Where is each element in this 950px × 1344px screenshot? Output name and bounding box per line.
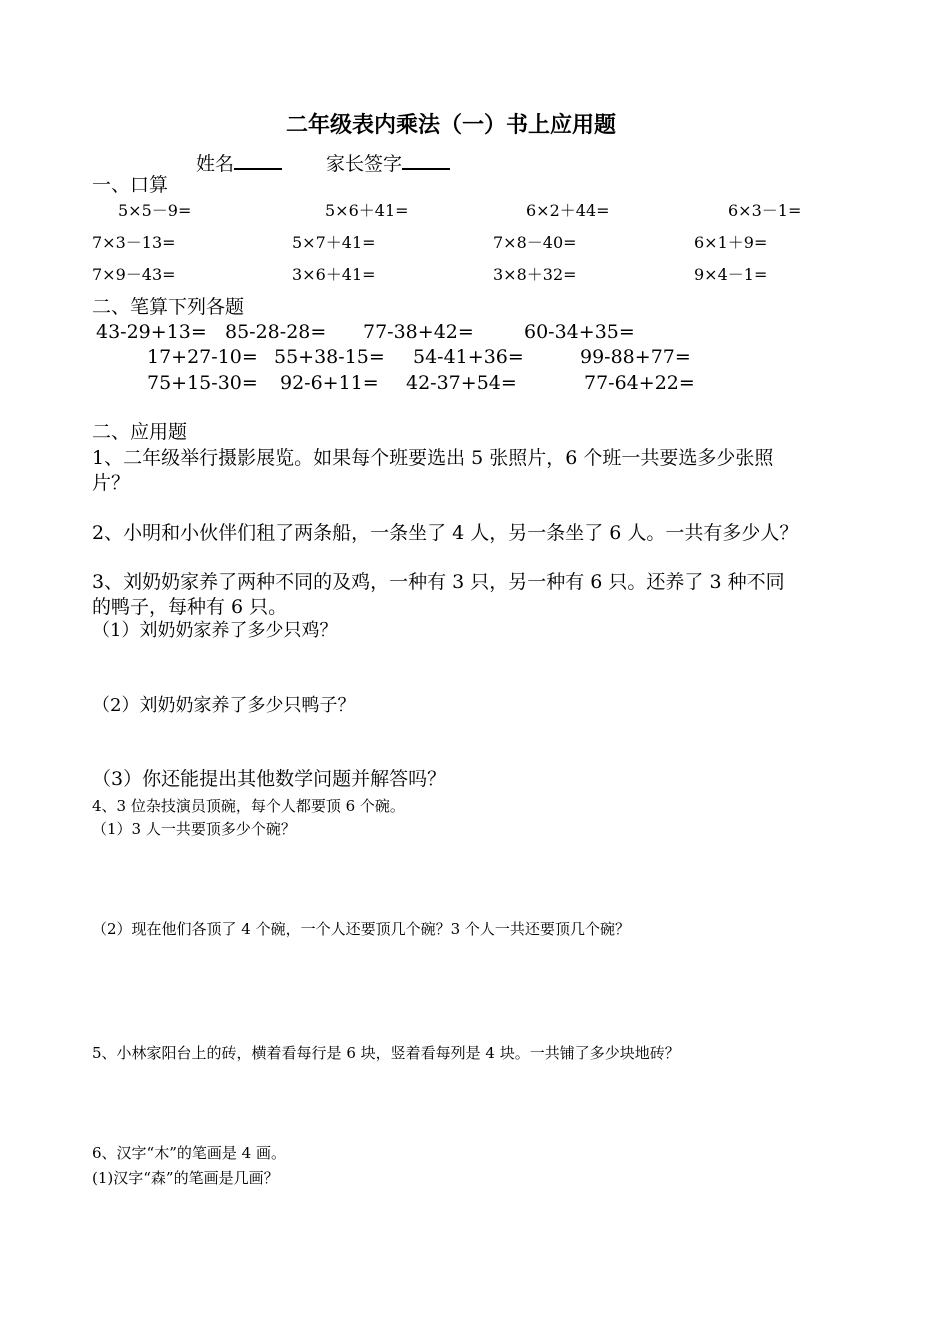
written-problem: 54-41+36=: [413, 346, 524, 368]
written-problem: 92-6+11=: [280, 372, 379, 394]
question-3-continued: 的鸭子，每种有 6 只。: [92, 596, 288, 618]
written-problem: 42-37+54=: [406, 372, 517, 394]
question-3-part-3: （3）你还能提出其他数学问题并解答吗？: [92, 768, 447, 790]
name-blank[interactable]: [234, 152, 282, 170]
written-problem: 17+27-10=: [147, 346, 258, 368]
question-4-part-1: （1）3 人一共要顶多少个碗？: [92, 820, 296, 838]
section-written-arithmetic-heading: 二、笔算下列各题: [92, 296, 245, 318]
written-problem: 55+38-15=: [274, 346, 385, 368]
mental-problem: 7×9－43=: [92, 265, 176, 284]
mental-problem: 7×3－13=: [92, 233, 176, 252]
mental-problem: 5×5－9=: [118, 201, 192, 220]
question-5: 5、小林家阳台上的砖，横着看每行是 6 块，竖着看每列是 4 块。一共铺了多少块地砖？: [92, 1044, 680, 1062]
written-problem: 99-88+77=: [580, 346, 691, 368]
written-problem: 43-29+13=: [96, 321, 207, 343]
question-4: 4、3 位杂技演员顶碗，每个人都要顶 6 个碗。: [92, 797, 405, 815]
question-6-part-1: (1)汉字“森”的笔画是几画？: [92, 1169, 279, 1187]
page-title: 二年级表内乘法（一）书上应用题: [286, 112, 617, 138]
question-6: 6、汉字“木”的笔画是 4 画。: [92, 1144, 286, 1162]
mental-problem: 6×2＋44=: [526, 201, 610, 220]
question-4-part-2: （2）现在他们各顶了 4 个碗，一个人还要顶几个碗？3 个人一共还要顶几个碗？: [92, 920, 630, 938]
parent-signature-field[interactable]: [326, 152, 450, 174]
mental-problem: 5×7＋41=: [292, 233, 376, 252]
parent-signature-blank[interactable]: [402, 152, 450, 170]
question-1: 1、二年级举行摄影展览。如果每个班要选出 5 张照片，6 个班一共要选多少张照: [92, 447, 774, 469]
written-problem: 77-64+22=: [584, 372, 695, 394]
section-word-problems-heading: 二、应用题: [92, 421, 188, 443]
name-label: 姓名: [196, 153, 235, 175]
mental-problem: 7×8－40=: [493, 233, 577, 252]
written-problem: 60-34+35=: [524, 321, 635, 343]
written-problem: 77-38+42=: [363, 321, 474, 343]
mental-problem: 9×4－1=: [694, 265, 768, 284]
name-field[interactable]: [196, 152, 282, 174]
mental-problem: 6×3－1=: [728, 201, 802, 220]
question-1-continued: 片？: [92, 472, 131, 494]
written-problem: 85-28-28=: [225, 321, 327, 343]
question-2: 2、小明和小伙伴们租了两条船，一条坐了 4 人，另一条坐了 6 人。一共有多少人？: [92, 522, 799, 544]
written-problem: 75+15-30=: [147, 372, 258, 394]
question-3-part-2: （2）刘奶奶家养了多少只鸭子？: [92, 695, 356, 716]
question-3-part-1: （1）刘奶奶家养了多少只鸡？: [92, 620, 338, 641]
parent-signature-label: 家长签字: [326, 153, 403, 175]
mental-problem: 3×6＋41=: [292, 265, 376, 284]
mental-problem: 5×6＋41=: [325, 201, 409, 220]
section-mental-arithmetic-heading: 一、口算: [92, 174, 169, 196]
mental-problem: 3×8＋32=: [493, 265, 577, 284]
question-3: 3、刘奶奶家养了两种不同的及鸡，一种有 3 只，另一种有 6 只。还养了 3 种不同: [92, 571, 785, 593]
mental-problem: 6×1＋9=: [694, 233, 768, 252]
